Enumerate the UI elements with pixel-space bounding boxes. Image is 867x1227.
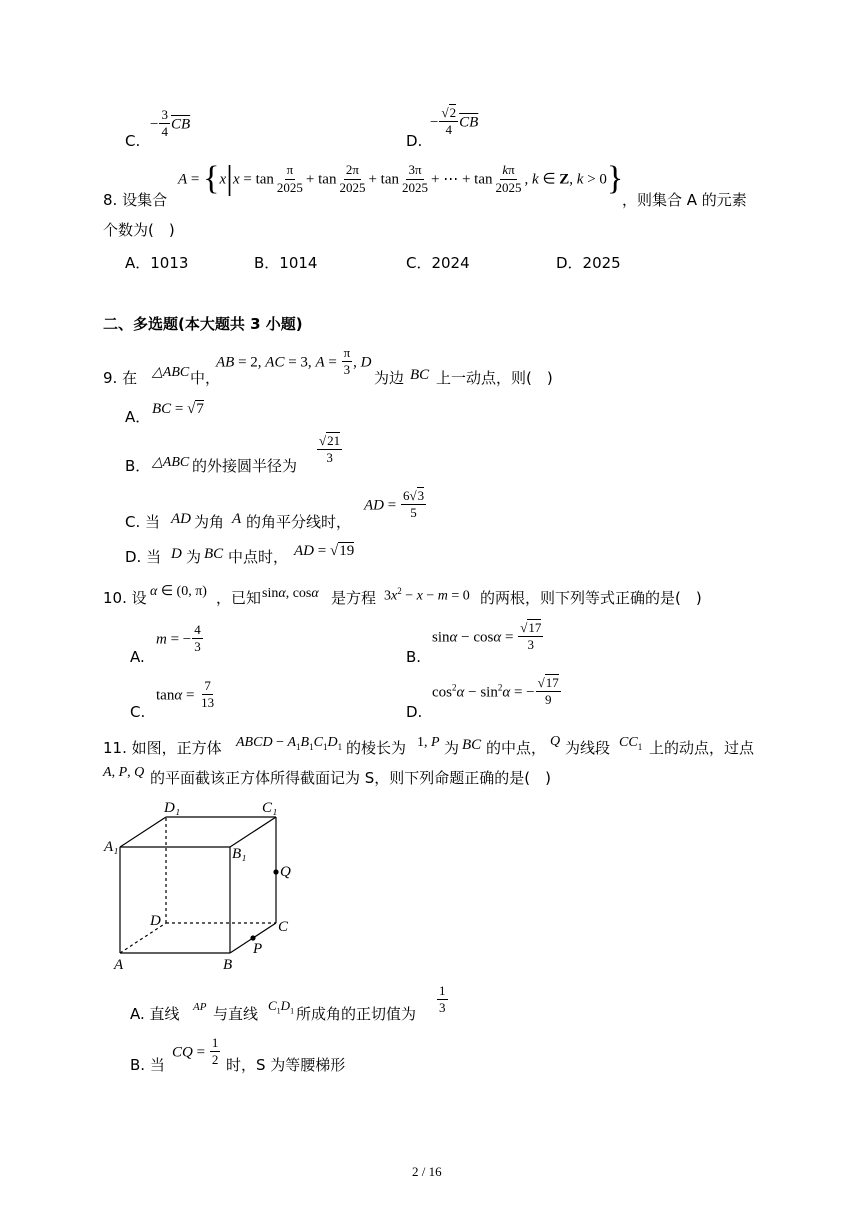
q11-option-a-c: 所成角的正切值为 [296, 1005, 417, 1023]
q11-stem-b: 的棱长为 [346, 739, 407, 757]
page-number: 2 / 16 [412, 1164, 442, 1179]
q7-option-c-math: − $\frac{3}{4}$ $\overline{CB}$ [150, 107, 191, 140]
q11-option-a-c1d1: $C_1D_1$ [268, 998, 295, 1016]
label-d: D [150, 913, 161, 929]
label-a1: A₁ [104, 839, 119, 855]
q8-option-c: C．2024 [406, 254, 470, 272]
q8-tail: ，则集合 A 的元素 [622, 191, 747, 209]
q10-equation: $3x^2 - x - m = 0$ [384, 586, 470, 604]
q11-bc: BC [462, 737, 482, 753]
q10-option-c-math: tanα = $\frac{7}{13}$ [156, 678, 215, 711]
q9-option-c-text2: 为角 [194, 513, 225, 531]
q9-option-a-label: A． [125, 408, 151, 426]
q10-option-d-math: $\cos^2\alpha - \sin^2\alpha$ = − $\frac{√17}{9}$ [432, 675, 559, 708]
q8-option-d: D．2025 [556, 254, 621, 272]
q10-number: 10. 设 [103, 589, 147, 607]
q10-option-c-label: C. [130, 703, 146, 721]
q9-stem-b: 中， [190, 369, 221, 387]
q11-option-b-b: 时，S 为等腰梯形 [226, 1056, 346, 1074]
q10-option-b-math: sinα − cosα = $\frac{√17}{3}$ [432, 620, 542, 653]
q11-cube: ABCD − $A_1B_1C_1D_1$ [236, 735, 343, 752]
q11-option-a-a: A. 直线 [130, 1005, 180, 1023]
label-a: A [114, 957, 124, 973]
q9-option-c-ad: AD [171, 511, 191, 527]
q10-sincos: sinα, cosα [262, 586, 319, 601]
label-c: C [278, 919, 289, 935]
q11-option-b-a: B. 当 [130, 1056, 165, 1074]
edge-b1c1 [230, 817, 276, 847]
q9-option-c-value: AD = $\frac{6√3}{5}$ [364, 488, 425, 521]
point-p [250, 935, 255, 940]
q9-bc: BC [410, 367, 430, 383]
q10-option-a-math: m = − $\frac{4}{3}$ [156, 622, 201, 655]
q11-one-p: 1, P [417, 735, 440, 750]
q11-option-a-b: 与直线 [213, 1005, 259, 1023]
q9-option-d-value: AD = √19 [294, 543, 355, 559]
q10-alpha-range: α ∈ (0, π) [150, 584, 207, 599]
q11-stem-f: 上的动点，过点 [649, 739, 755, 757]
q8-option-b: B．1014 [254, 254, 318, 272]
q9-option-c-label: C. 当 [125, 513, 161, 531]
label-b1: B₁ [232, 846, 247, 862]
q9-option-b-triangle: △ABC [152, 455, 190, 470]
q9-option-b-text: 的外接圆半径为 [192, 457, 298, 475]
point-q [273, 869, 278, 874]
q9-option-c-a: A [232, 511, 242, 527]
q9-option-d-d: D [171, 546, 182, 562]
q9-stem-c: 为边 [374, 369, 405, 387]
section-title-multiple-choice: 二、多选题(本大题共 3 小题) [103, 315, 303, 333]
label-b: B [223, 957, 233, 973]
edge-a1d1 [120, 817, 166, 847]
q9-option-c-text4: 的角平分线时， [246, 513, 352, 531]
q9-option-d-bc: BC [204, 546, 224, 562]
q8-line2: 个数为( ) [103, 221, 175, 239]
q9-triangle: △ABC [152, 365, 190, 380]
q11-stem-c: 为 [444, 739, 460, 757]
q7-option-d-label: D. [406, 132, 423, 150]
q8-option-a: A．1013 [125, 254, 189, 272]
q11-stem-d: 的中点， [486, 739, 547, 757]
q9-option-d-text2: 为 [186, 548, 202, 566]
label-q: Q [280, 864, 291, 880]
q11-stem-e: 为线段 [565, 739, 611, 757]
q10-stem-c: 是方程 [331, 589, 377, 607]
q10-option-b-label: B. [406, 648, 422, 666]
label-p: P [253, 941, 263, 957]
q8-set-expression: A = {x|x = tan $\frac{\pi}{2025}$ + tan $\frac{2\pi}{2025}$ + tan $\frac{3\pi}{2025}$ + ⋯ + tan $\frac{k\pi}{2025}$ , k ∈ Z, k > 0} [178, 160, 624, 197]
q9-option-b-label: B． [125, 457, 151, 475]
q7-option-c-label: C. [125, 132, 141, 150]
q9-stem-d: 上一动点，则( ) [436, 369, 553, 387]
q9-option-d-label: D. 当 [125, 548, 162, 566]
q11-stem-g: 的平面截该正方体所得截面记为 S，则下列命题正确的是( ) [150, 769, 551, 787]
label-d1: D₁ [164, 800, 181, 816]
q11-number: 11. 如图，正方体 [103, 739, 222, 757]
cube-figure [100, 795, 310, 975]
q9-option-a-math: BC = √7 [152, 401, 204, 417]
q11-option-a-ap: AP [193, 1001, 207, 1013]
q9-number: 9. 在 [103, 369, 138, 387]
q8-number: 8. 设集合 [103, 191, 168, 209]
q7-option-d-math: − $\frac{√2}{4}$ $\overline{CB}$ [430, 105, 479, 138]
q11-cc1: $CC_1$ [619, 735, 643, 752]
q11-apq: A, P, Q [103, 765, 145, 780]
q11-q: Q [550, 734, 561, 749]
q9-option-b-value: $\frac{√21}{3}$ [319, 433, 341, 466]
q11-option-b-cq: CQ = $\frac{1}{2}$ [172, 1035, 219, 1068]
q9-condition: AB = 2, AC = 3, A = $\frac{\pi}{3}$ , D [216, 345, 372, 378]
q9-option-d-text4: 中点时， [228, 548, 289, 566]
q10-stem-b: ，已知 [216, 589, 262, 607]
label-c1: C₁ [262, 800, 278, 816]
q10-option-a-label: A. [130, 648, 145, 666]
q10-option-d-label: D. [406, 703, 423, 721]
q10-stem-d: 的两根，则下列等式正确的是( ) [480, 589, 702, 607]
q11-option-a-value: $\frac{1}{3}$ [439, 983, 446, 1016]
